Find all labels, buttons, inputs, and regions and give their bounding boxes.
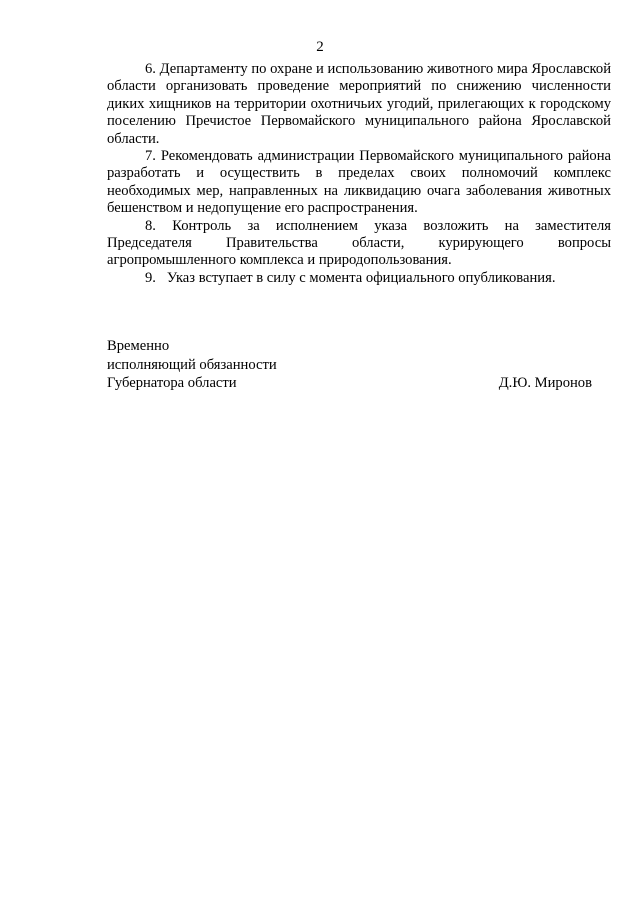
document-body — [107, 61, 611, 287]
paragraph-9: 9. Указ вступает в силу с момента официального опубликования. — [145, 269, 556, 286]
paragraph-8: 8. Контроль за исполнением указа возложить на заместителя Председателя Правительства области, курирующего вопросы агропромышленного комплекса и природопользования. — [107, 217, 611, 269]
page-number: 2 — [316, 39, 324, 55]
paragraph-7: 7. Рекомендовать администрации Первомайского муниципального района разработать и осуществить в пределах своих полномочий комплекс необходимых мер, направленных на ликвидацию очага заболевания животных бешенством и недопущение его распространения. — [107, 148, 611, 217]
paragraph-6: 6. Департаменту по охране и использованию животного мира Ярославской области организовать проведение мероприятий по снижению численности диких хищников на территории охотничьих угодий, прилегающих к городскому поселению Пречистое Первомайского муниципального района Ярославской области. — [107, 61, 611, 147]
signature-title-line-3: Губернатора области — [107, 375, 237, 391]
signature-title-line-2: исполняющий обязанности — [107, 356, 277, 373]
signature-block — [107, 337, 592, 393]
signatory-name: Д.Ю. Миронов — [498, 375, 592, 391]
signature-title-line-1: Временно — [107, 338, 170, 354]
signature-row — [107, 374, 592, 393]
